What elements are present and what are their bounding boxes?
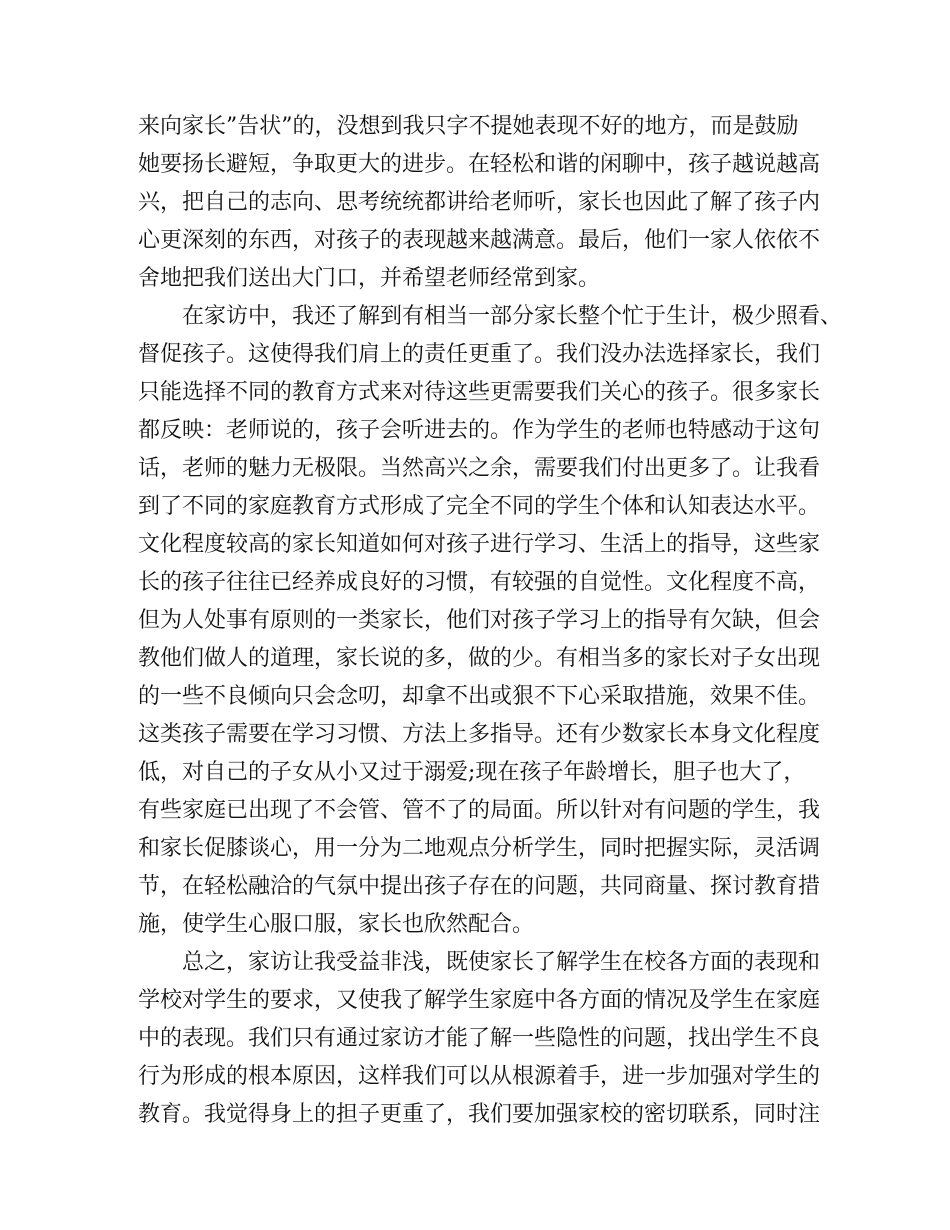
- text-line: 到了不同的家庭教育方式形成了完全不同的学生个体和认知表达水平。: [138, 494, 821, 519]
- text-line: 舍地把我们送出大门口，并希望老师经常到家。: [138, 266, 601, 291]
- text-line: 话，老师的魅力无极限。当然高兴之余，需要我们付出更多了。让我看: [138, 456, 821, 481]
- text-line: 心更深刻的东西，对孩子的表现越来越满意。最后，他们一家人依依不: [138, 228, 821, 253]
- text-line: 中的表现。我们只有通过家访才能了解一些隐性的问题，找出学生不良: [138, 1026, 821, 1051]
- text-line: 的一些不良倾向只会念叨，却拿不出或狠不下心采取措施，效果不佳。: [138, 684, 821, 709]
- text-line: 和家长促膝谈心，用一分为二地观点分析学生，同时把握实际，灵活调: [138, 836, 821, 861]
- text-line: 督促孩子。这使得我们肩上的责任更重了。我们没办法选择家长，我们: [138, 342, 821, 367]
- paragraph-start-line: 在家访中，我还了解到有相当一部分家长整个忙于生计，极少照看、: [138, 304, 843, 329]
- text-line: 这类孩子需要在学习习惯、方法上多指导。还有少数家长本身文化程度: [138, 722, 821, 747]
- text-line: 低，对自己的子女从小又过于溺爱;现在孩子年龄增长，胆子也大了，: [138, 760, 806, 785]
- text-line: 学校对学生的要求，又使我了解学生家庭中各方面的情况及学生在家庭: [138, 988, 821, 1013]
- text-line: 文化程度较高的家长知道如何对孩子进行学习、生活上的指导，这些家: [138, 532, 821, 557]
- text-line: 行为形成的根本原因，这样我们可以从根源着手，进一步加强对学生的: [138, 1064, 821, 1089]
- text-line: 兴，把自己的志向、思考统统都讲给老师听，家长也因此了解了孩子内: [138, 190, 821, 215]
- text-line: 教育。我觉得身上的担子更重了，我们要加强家校的密切联系，同时注: [138, 1102, 821, 1127]
- text-line: 都反映：老师说的，孩子会听进去的。作为学生的老师也特感动于这句: [138, 418, 821, 443]
- document-body: [138, 108, 843, 1134]
- paragraph-start-line: 总之，家访让我受益非浅，既使家长了解学生在校各方面的表现和: [138, 950, 821, 975]
- text-line: 来向家长”告状”的，没想到我只字不提她表现不好的地方，而是鼓励: [138, 114, 799, 139]
- text-line: 只能选择不同的教育方式来对待这些更需要我们关心的孩子。很多家长: [138, 380, 821, 405]
- text-line: 但为人处事有原则的一类家长，他们对孩子学习上的指导有欠缺，但会: [138, 608, 821, 633]
- text-line: 节，在轻松融洽的气氛中提出孩子存在的问题，共同商量、探讨教育措: [138, 874, 821, 899]
- text-line: 长的孩子往往已经养成良好的习惯，有较强的自觉性。文化程度不高，: [138, 570, 821, 595]
- text-line: 她要扬长避短，争取更大的进步。在轻松和谐的闲聊中，孩子越说越高: [138, 152, 821, 177]
- text-line: 施，使学生心服口服，家长也欣然配合。: [138, 912, 535, 937]
- text-line: 有些家庭已出现了不会管、管不了的局面。所以针对有问题的学生，我: [138, 798, 821, 823]
- text-line: 教他们做人的道理，家长说的多，做的少。有相当多的家长对子女出现: [138, 646, 821, 671]
